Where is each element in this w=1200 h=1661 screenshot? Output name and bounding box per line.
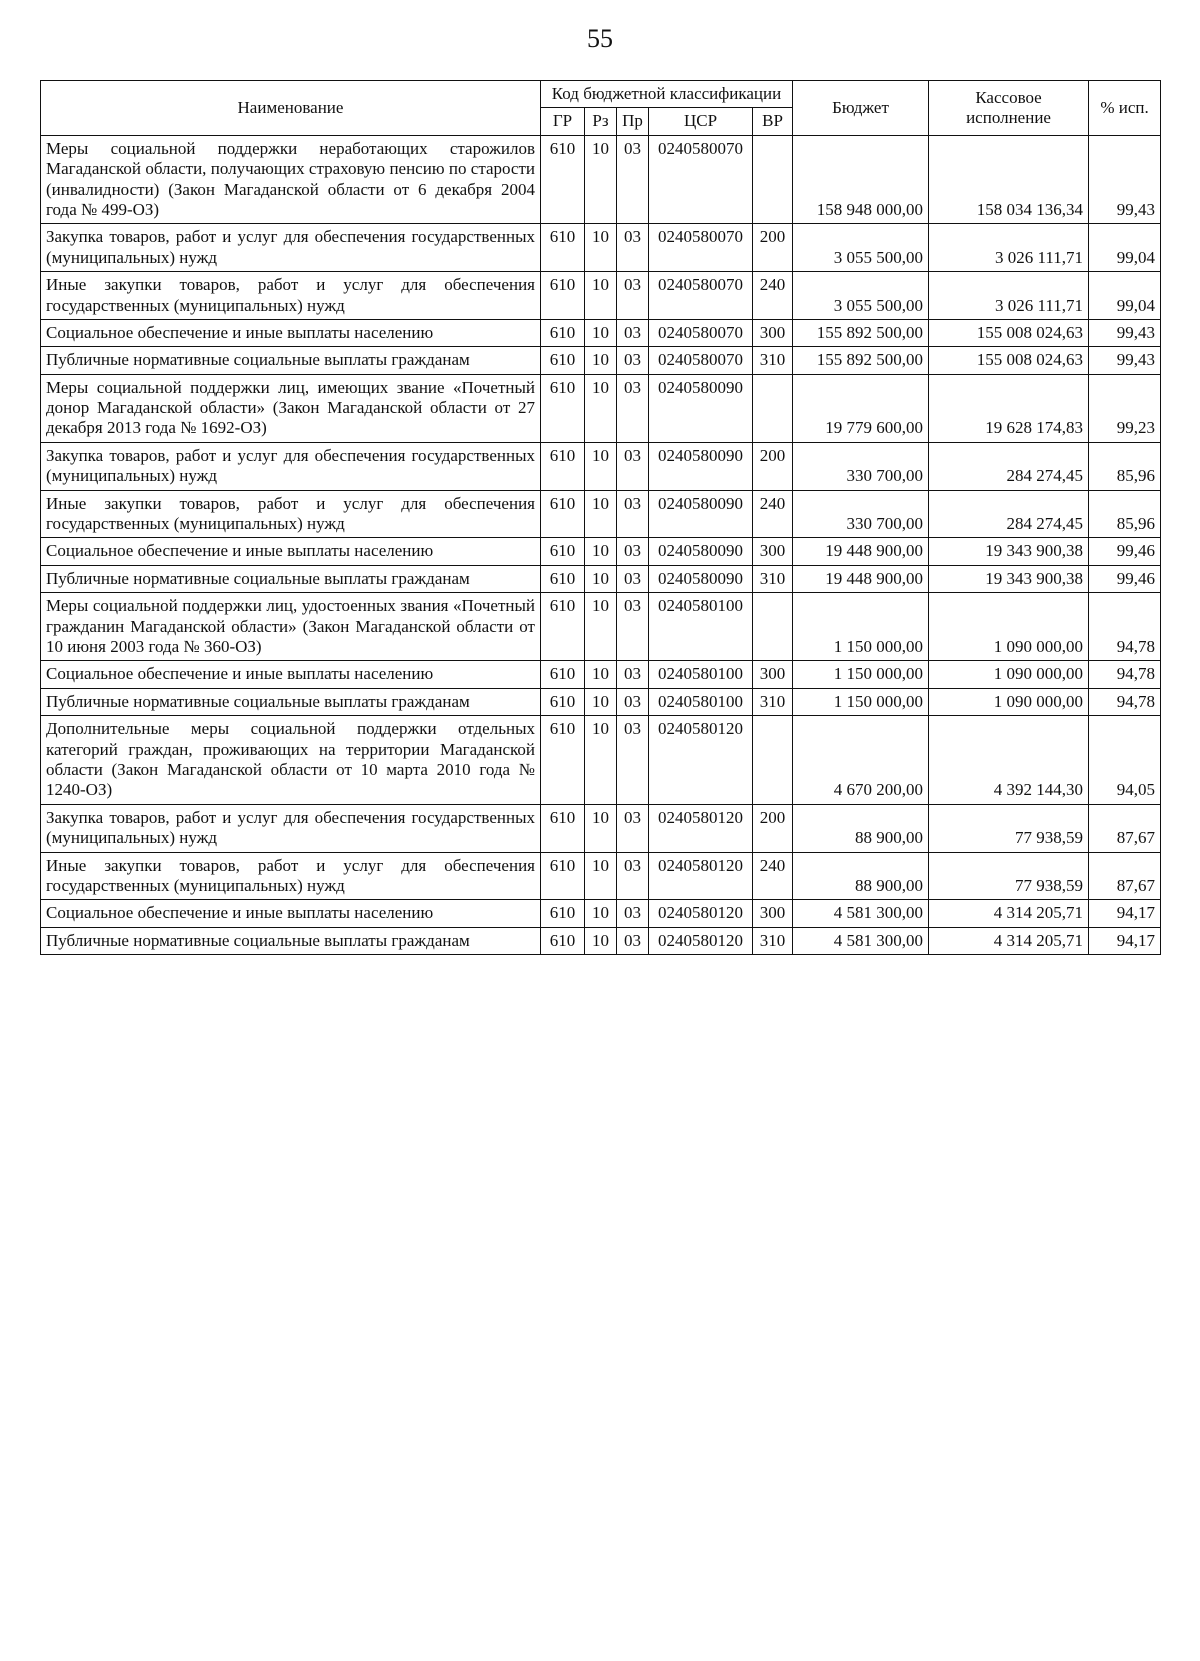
header-csr: ЦСР xyxy=(649,108,753,135)
cell-name: Публичные нормативные социальные выплаты гражданам xyxy=(41,688,541,715)
cell-vr xyxy=(753,716,793,805)
cell-vr xyxy=(753,135,793,224)
header-pct: % исп. xyxy=(1089,81,1161,136)
cell-pr: 03 xyxy=(617,804,649,852)
cell-budget: 155 892 500,00 xyxy=(793,347,929,374)
cell-csr: 0240580100 xyxy=(649,593,753,661)
cell-pr: 03 xyxy=(617,347,649,374)
table-header xyxy=(41,81,1161,136)
cell-pct: 99,04 xyxy=(1089,224,1161,272)
cell-vr: 310 xyxy=(753,927,793,954)
cell-csr: 0240580090 xyxy=(649,442,753,490)
cell-vr: 200 xyxy=(753,442,793,490)
cell-rz: 10 xyxy=(585,900,617,927)
header-rz: Рз xyxy=(585,108,617,135)
cell-budget: 3 055 500,00 xyxy=(793,224,929,272)
cell-csr: 0240580120 xyxy=(649,927,753,954)
cell-cash: 284 274,45 xyxy=(929,442,1089,490)
cell-gr: 610 xyxy=(541,347,585,374)
cell-cash: 1 090 000,00 xyxy=(929,593,1089,661)
cell-rz: 10 xyxy=(585,538,617,565)
cell-pr: 03 xyxy=(617,593,649,661)
cell-vr: 240 xyxy=(753,490,793,538)
cell-csr: 0240580090 xyxy=(649,490,753,538)
cell-pr: 03 xyxy=(617,135,649,224)
cell-name: Социальное обеспечение и иные выплаты населению xyxy=(41,319,541,346)
cell-pr: 03 xyxy=(617,852,649,900)
budget-table-container xyxy=(40,80,1160,955)
cell-rz: 10 xyxy=(585,442,617,490)
cell-cash: 77 938,59 xyxy=(929,804,1089,852)
header-code-group: Код бюджетной классификации xyxy=(541,81,793,108)
cell-cash: 1 090 000,00 xyxy=(929,688,1089,715)
cell-csr: 0240580120 xyxy=(649,852,753,900)
cell-name: Закупка товаров, работ и услуг для обеспечения государственных (муниципальных) нужд xyxy=(41,224,541,272)
cell-name: Социальное обеспечение и иные выплаты населению xyxy=(41,900,541,927)
cell-rz: 10 xyxy=(585,852,617,900)
cell-pct: 94,17 xyxy=(1089,927,1161,954)
cell-gr: 610 xyxy=(541,688,585,715)
cell-cash: 19 343 900,38 xyxy=(929,538,1089,565)
cell-name: Меры социальной поддержки лиц, удостоенных звания «Почетный гражданин Магаданской области» (Закон Магаданской области от 10 июня 2003 года № 360-ОЗ) xyxy=(41,593,541,661)
table-row xyxy=(41,347,1161,374)
cell-pr: 03 xyxy=(617,900,649,927)
cell-budget: 4 581 300,00 xyxy=(793,927,929,954)
cell-vr: 300 xyxy=(753,538,793,565)
cell-csr: 0240580120 xyxy=(649,900,753,927)
cell-budget: 330 700,00 xyxy=(793,442,929,490)
cell-pr: 03 xyxy=(617,374,649,442)
cell-pct: 99,43 xyxy=(1089,135,1161,224)
budget-table xyxy=(40,80,1161,955)
cell-rz: 10 xyxy=(585,804,617,852)
cell-vr: 310 xyxy=(753,347,793,374)
cell-gr: 610 xyxy=(541,442,585,490)
cell-budget: 88 900,00 xyxy=(793,852,929,900)
cell-pct: 94,78 xyxy=(1089,688,1161,715)
cell-csr: 0240580120 xyxy=(649,716,753,805)
cell-vr: 200 xyxy=(753,804,793,852)
cell-rz: 10 xyxy=(585,565,617,592)
cell-budget: 158 948 000,00 xyxy=(793,135,929,224)
cell-cash: 284 274,45 xyxy=(929,490,1089,538)
cell-budget: 4 670 200,00 xyxy=(793,716,929,805)
cell-vr: 300 xyxy=(753,319,793,346)
cell-rz: 10 xyxy=(585,319,617,346)
cell-csr: 0240580090 xyxy=(649,538,753,565)
cell-budget: 1 150 000,00 xyxy=(793,593,929,661)
cell-budget: 330 700,00 xyxy=(793,490,929,538)
cell-pct: 99,43 xyxy=(1089,347,1161,374)
cell-rz: 10 xyxy=(585,490,617,538)
cell-cash: 4 314 205,71 xyxy=(929,900,1089,927)
table-row xyxy=(41,319,1161,346)
cell-budget: 1 150 000,00 xyxy=(793,688,929,715)
header-pr: Пр xyxy=(617,108,649,135)
cell-rz: 10 xyxy=(585,716,617,805)
cell-csr: 0240580100 xyxy=(649,661,753,688)
cell-pr: 03 xyxy=(617,716,649,805)
cell-budget: 4 581 300,00 xyxy=(793,900,929,927)
header-cash: Кассовое исполнение xyxy=(929,81,1089,136)
cell-csr: 0240580090 xyxy=(649,565,753,592)
cell-gr: 610 xyxy=(541,374,585,442)
cell-pct: 99,46 xyxy=(1089,538,1161,565)
cell-csr: 0240580070 xyxy=(649,224,753,272)
cell-cash: 19 628 174,83 xyxy=(929,374,1089,442)
cell-vr: 240 xyxy=(753,272,793,320)
cell-pct: 99,46 xyxy=(1089,565,1161,592)
cell-cash: 155 008 024,63 xyxy=(929,319,1089,346)
cell-gr: 610 xyxy=(541,272,585,320)
table-row xyxy=(41,272,1161,320)
cell-budget: 19 448 900,00 xyxy=(793,538,929,565)
cell-pct: 99,43 xyxy=(1089,319,1161,346)
cell-pr: 03 xyxy=(617,538,649,565)
table-row xyxy=(41,224,1161,272)
cell-pct: 85,96 xyxy=(1089,490,1161,538)
cell-rz: 10 xyxy=(585,661,617,688)
cell-rz: 10 xyxy=(585,593,617,661)
table-row xyxy=(41,804,1161,852)
cell-csr: 0240580070 xyxy=(649,272,753,320)
cell-gr: 610 xyxy=(541,852,585,900)
cell-gr: 610 xyxy=(541,538,585,565)
cell-budget: 19 448 900,00 xyxy=(793,565,929,592)
cell-rz: 10 xyxy=(585,374,617,442)
table-row xyxy=(41,135,1161,224)
cell-name: Закупка товаров, работ и услуг для обеспечения государственных (муниципальных) нужд xyxy=(41,804,541,852)
cell-pr: 03 xyxy=(617,319,649,346)
cell-pct: 94,78 xyxy=(1089,593,1161,661)
table-row xyxy=(41,852,1161,900)
cell-pr: 03 xyxy=(617,661,649,688)
table-row xyxy=(41,661,1161,688)
cell-gr: 610 xyxy=(541,804,585,852)
cell-vr: 300 xyxy=(753,661,793,688)
table-row xyxy=(41,593,1161,661)
cell-vr xyxy=(753,374,793,442)
cell-pct: 85,96 xyxy=(1089,442,1161,490)
cell-pct: 99,23 xyxy=(1089,374,1161,442)
cell-pr: 03 xyxy=(617,442,649,490)
cell-name: Меры социальной поддержки лиц, имеющих звание «Почетный донор Магаданской области» (Закон Магаданской области от 27 декабря 2013 года № 1692-ОЗ) xyxy=(41,374,541,442)
cell-name: Меры социальной поддержки неработающих старожилов Магаданской области, получающих страховую пенсию по старости (инвалидности) (Закон Магаданской области от 6 декабря 2004 года № 499-ОЗ) xyxy=(41,135,541,224)
cell-gr: 610 xyxy=(541,716,585,805)
cell-gr: 610 xyxy=(541,224,585,272)
cell-cash: 3 026 111,71 xyxy=(929,224,1089,272)
header-budget: Бюджет xyxy=(793,81,929,136)
cell-pct: 99,04 xyxy=(1089,272,1161,320)
cell-pct: 94,17 xyxy=(1089,900,1161,927)
cell-pct: 94,78 xyxy=(1089,661,1161,688)
table-body xyxy=(41,135,1161,954)
cell-cash: 158 034 136,34 xyxy=(929,135,1089,224)
table-row xyxy=(41,374,1161,442)
cell-cash: 19 343 900,38 xyxy=(929,565,1089,592)
header-gr: ГР xyxy=(541,108,585,135)
cell-csr: 0240580100 xyxy=(649,688,753,715)
table-row xyxy=(41,565,1161,592)
table-row xyxy=(41,927,1161,954)
page-number: 55 xyxy=(587,24,613,53)
cell-pr: 03 xyxy=(617,565,649,592)
cell-cash: 4 314 205,71 xyxy=(929,927,1089,954)
cell-budget: 3 055 500,00 xyxy=(793,272,929,320)
cell-cash: 4 392 144,30 xyxy=(929,716,1089,805)
cell-name: Иные закупки товаров, работ и услуг для обеспечения государственных (муниципальных) нужд xyxy=(41,490,541,538)
cell-name: Социальное обеспечение и иные выплаты населению xyxy=(41,661,541,688)
table-row xyxy=(41,688,1161,715)
cell-budget: 88 900,00 xyxy=(793,804,929,852)
cell-vr: 310 xyxy=(753,565,793,592)
cell-cash: 155 008 024,63 xyxy=(929,347,1089,374)
cell-rz: 10 xyxy=(585,347,617,374)
cell-csr: 0240580070 xyxy=(649,135,753,224)
table-row xyxy=(41,716,1161,805)
cell-pr: 03 xyxy=(617,490,649,538)
cell-pct: 94,05 xyxy=(1089,716,1161,805)
cell-name: Закупка товаров, работ и услуг для обеспечения государственных (муниципальных) нужд xyxy=(41,442,541,490)
cell-gr: 610 xyxy=(541,900,585,927)
cell-pr: 03 xyxy=(617,224,649,272)
cell-rz: 10 xyxy=(585,135,617,224)
cell-vr: 240 xyxy=(753,852,793,900)
table-row xyxy=(41,538,1161,565)
header-name: Наименование xyxy=(41,81,541,136)
cell-gr: 610 xyxy=(541,135,585,224)
cell-vr: 310 xyxy=(753,688,793,715)
cell-vr: 300 xyxy=(753,900,793,927)
cell-gr: 610 xyxy=(541,927,585,954)
cell-name: Дополнительные меры социальной поддержки отдельных категорий граждан, проживающих на территории Магаданской области (Закон Магаданской области от 10 марта 2010 года № 1240-ОЗ) xyxy=(41,716,541,805)
cell-pr: 03 xyxy=(617,272,649,320)
cell-budget: 1 150 000,00 xyxy=(793,661,929,688)
cell-gr: 610 xyxy=(541,661,585,688)
cell-name: Публичные нормативные социальные выплаты гражданам xyxy=(41,347,541,374)
cell-vr: 200 xyxy=(753,224,793,272)
cell-csr: 0240580070 xyxy=(649,347,753,374)
cell-cash: 1 090 000,00 xyxy=(929,661,1089,688)
cell-gr: 610 xyxy=(541,565,585,592)
cell-budget: 155 892 500,00 xyxy=(793,319,929,346)
cell-rz: 10 xyxy=(585,927,617,954)
cell-rz: 10 xyxy=(585,272,617,320)
cell-csr: 0240580120 xyxy=(649,804,753,852)
table-row xyxy=(41,442,1161,490)
cell-rz: 10 xyxy=(585,224,617,272)
cell-name: Публичные нормативные социальные выплаты гражданам xyxy=(41,565,541,592)
cell-rz: 10 xyxy=(585,688,617,715)
cell-csr: 0240580070 xyxy=(649,319,753,346)
cell-pct: 87,67 xyxy=(1089,852,1161,900)
cell-gr: 610 xyxy=(541,490,585,538)
cell-pr: 03 xyxy=(617,688,649,715)
table-row xyxy=(41,900,1161,927)
cell-vr xyxy=(753,593,793,661)
cell-pr: 03 xyxy=(617,927,649,954)
cell-cash: 77 938,59 xyxy=(929,852,1089,900)
cell-gr: 610 xyxy=(541,593,585,661)
cell-name: Социальное обеспечение и иные выплаты населению xyxy=(41,538,541,565)
cell-csr: 0240580090 xyxy=(649,374,753,442)
cell-name: Публичные нормативные социальные выплаты гражданам xyxy=(41,927,541,954)
header-vr: ВР xyxy=(753,108,793,135)
cell-name: Иные закупки товаров, работ и услуг для обеспечения государственных (муниципальных) нужд xyxy=(41,272,541,320)
cell-budget: 19 779 600,00 xyxy=(793,374,929,442)
cell-cash: 3 026 111,71 xyxy=(929,272,1089,320)
cell-name: Иные закупки товаров, работ и услуг для обеспечения государственных (муниципальных) нужд xyxy=(41,852,541,900)
table-row xyxy=(41,490,1161,538)
cell-gr: 610 xyxy=(541,319,585,346)
cell-pct: 87,67 xyxy=(1089,804,1161,852)
